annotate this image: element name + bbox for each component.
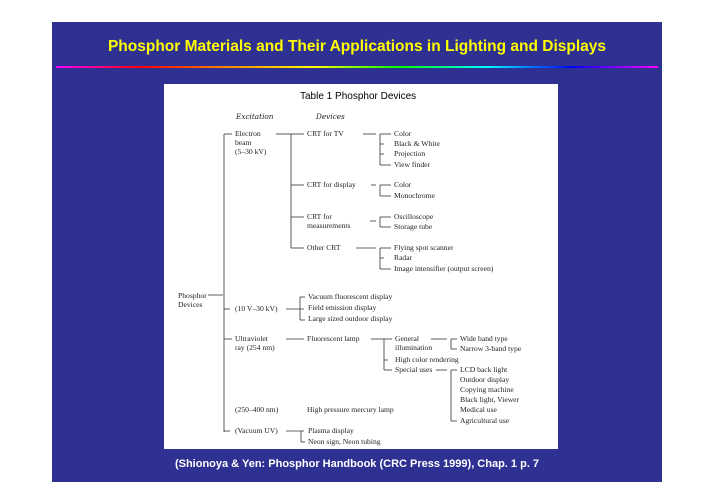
vacuum-uv-item-neon: Neon sign, Neon tubing bbox=[308, 437, 381, 446]
electron-line-3: (5–30 kV) bbox=[235, 147, 267, 156]
crt-display-label: CRT for display bbox=[307, 180, 356, 189]
high-color-label: High color rendering bbox=[395, 355, 459, 364]
band-item-wide: Wide band type bbox=[460, 334, 508, 343]
low-voltage-item-fed: Field emission display bbox=[308, 303, 377, 312]
uv-long-label: (250–400 nm) bbox=[235, 405, 279, 414]
crt-meas-item-osc: Oscilloscope bbox=[394, 212, 434, 221]
band-item-narrow: Narrow 3-band type bbox=[460, 344, 522, 353]
fluorescent-label: Fluorescent lamp bbox=[307, 334, 360, 343]
crt-tv-item-projection: Projection bbox=[394, 149, 426, 158]
crt-meas-line-2: measurements bbox=[307, 221, 351, 230]
low-voltage-label: (10 V–30 kV) bbox=[235, 304, 278, 313]
table-title: Table 1 Phosphor Devices bbox=[300, 91, 417, 102]
low-voltage-item-vfd: Vacuum fluorescent display bbox=[308, 292, 393, 301]
rainbow-divider bbox=[56, 66, 658, 68]
phosphor-device-tree bbox=[164, 84, 558, 449]
general-line-1: General bbox=[395, 334, 420, 343]
crt-tv-label: CRT for TV bbox=[307, 129, 344, 138]
other-crt-item-flying: Flying spot scanner bbox=[394, 243, 454, 252]
special-item-lcd: LCD back light bbox=[460, 365, 508, 374]
slide-title: Phosphor Materials and Their Applications in Lighting and Displays bbox=[107, 38, 607, 55]
crt-display-item-mono: Monochrome bbox=[394, 191, 435, 200]
crt-display-item-color: Color bbox=[394, 180, 412, 189]
slide bbox=[52, 22, 662, 482]
special-item-blacklight: Black light, Viewer bbox=[460, 395, 520, 404]
crt-meas-line-1: CRT for bbox=[307, 212, 332, 221]
special-item-outdoor: Outdoor display bbox=[460, 375, 510, 384]
table-image-panel bbox=[164, 84, 558, 449]
header-devices: Devices bbox=[316, 112, 345, 121]
crt-meas-item-storage: Storage tube bbox=[394, 222, 433, 231]
uv-line-1: Ultraviolet bbox=[235, 334, 268, 343]
source-caption: (Shionoya & Yen: Phosphor Handbook (CRC Press 1999), Chap. 1 p. 7 bbox=[174, 458, 540, 470]
other-crt-item-radar: Radar bbox=[394, 253, 413, 262]
general-line-2: illumination bbox=[395, 343, 433, 352]
electron-line-2: beam bbox=[235, 138, 252, 147]
header-excitation: Excitation bbox=[236, 112, 274, 121]
root-line-2: Devices bbox=[178, 300, 203, 309]
low-voltage-item-outdoor: Large sized outdoor display bbox=[308, 314, 393, 323]
other-crt-item-intensifier: Image intensifier (output screen) bbox=[394, 264, 494, 273]
crt-tv-item-bw: Black & White bbox=[394, 139, 440, 148]
root-line-1: Phosphor bbox=[178, 291, 207, 300]
crt-tv-item-viewfinder: View finder bbox=[394, 160, 431, 169]
special-item-copying: Copying machine bbox=[460, 385, 514, 394]
other-crt-label: Other CRT bbox=[307, 243, 341, 252]
crt-tv-item-color: Color bbox=[394, 129, 412, 138]
special-item-medical: Medical use bbox=[460, 405, 497, 414]
vacuum-uv-item-plasma: Plasma display bbox=[308, 426, 354, 435]
special-item-agricultural: Agricultural use bbox=[460, 416, 510, 425]
special-label: Special uses bbox=[395, 365, 433, 374]
uv-line-2: ray (254 nm) bbox=[235, 343, 275, 352]
electron-line-1: Electron bbox=[235, 129, 261, 138]
mercury-lamp-label: High pressure mercury lamp bbox=[307, 405, 394, 414]
vacuum-uv-label: (Vacuum UV) bbox=[235, 426, 278, 435]
